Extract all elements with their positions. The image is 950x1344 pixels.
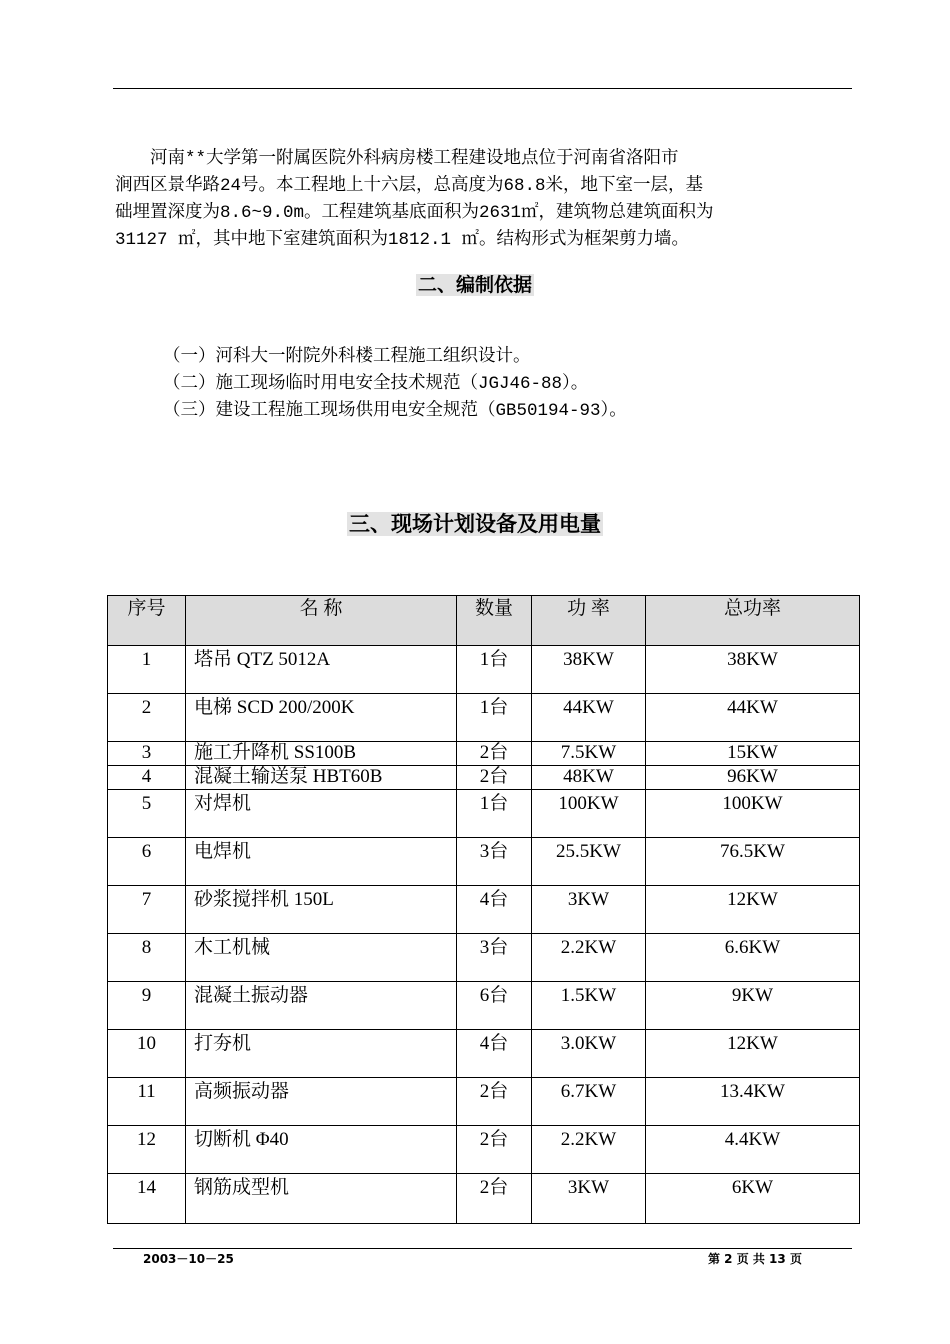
table-row bbox=[108, 1030, 860, 1078]
cell-total-power: 96KW bbox=[646, 766, 860, 790]
cell-total-power: 4.4KW bbox=[646, 1126, 860, 1174]
table-row bbox=[108, 646, 860, 694]
cell-quantity: 2台 bbox=[457, 1078, 532, 1126]
cell-power: 3.0KW bbox=[532, 1030, 646, 1078]
cell-quantity: 6台 bbox=[457, 982, 532, 1030]
cell-name: 塔吊 QTZ 5012A bbox=[186, 646, 457, 694]
table-row bbox=[108, 1126, 860, 1174]
cell-power: 7.5KW bbox=[532, 742, 646, 766]
section-3-heading bbox=[0, 508, 950, 538]
cell-power: 38KW bbox=[532, 646, 646, 694]
cell-power: 3KW bbox=[532, 886, 646, 934]
cell-index: 12 bbox=[108, 1126, 186, 1174]
table-row bbox=[108, 742, 860, 766]
cell-total-power: 15KW bbox=[646, 742, 860, 766]
basis-item: （一）河科大一附院外科楼工程施工组织设计。 bbox=[163, 347, 531, 367]
section-3-title: 三、现场计划设备及用电量 bbox=[349, 512, 601, 536]
cell-quantity: 1台 bbox=[457, 790, 532, 838]
cell-index: 6 bbox=[108, 838, 186, 886]
cell-total-power: 9KW bbox=[646, 982, 860, 1030]
cell-index: 1 bbox=[108, 646, 186, 694]
table-row bbox=[108, 1174, 860, 1224]
cell-index: 7 bbox=[108, 886, 186, 934]
cell-quantity: 2台 bbox=[457, 766, 532, 790]
cell-power: 1.5KW bbox=[532, 982, 646, 1030]
cell-name: 施工升降机 SS100B bbox=[186, 742, 457, 766]
table-row bbox=[108, 838, 860, 886]
cell-power: 2.2KW bbox=[532, 934, 646, 982]
cell-name: 打夯机 bbox=[186, 1030, 457, 1078]
header-rule bbox=[113, 88, 852, 89]
cell-name: 木工机械 bbox=[186, 934, 457, 982]
cell-total-power: 76.5KW bbox=[646, 838, 860, 886]
cell-quantity: 2台 bbox=[457, 742, 532, 766]
cell-index: 14 bbox=[108, 1174, 186, 1224]
cell-index: 5 bbox=[108, 790, 186, 838]
table-header-row bbox=[108, 596, 860, 646]
cell-name: 电梯 SCD 200/200K bbox=[186, 694, 457, 742]
intro-line: 河南**大学第一附属医院外科病房楼工程建设地点位于河南省洛阳市 bbox=[115, 149, 679, 169]
cell-name: 对焊机 bbox=[186, 790, 457, 838]
basis-item: （二）施工现场临时用电安全技术规范（JGJ46-88）。 bbox=[163, 374, 589, 394]
cell-total-power: 12KW bbox=[646, 886, 860, 934]
cell-quantity: 3台 bbox=[457, 934, 532, 982]
cell-quantity: 3台 bbox=[457, 838, 532, 886]
header-quantity: 数量 bbox=[457, 596, 532, 646]
cell-index: 8 bbox=[108, 934, 186, 982]
cell-index: 2 bbox=[108, 694, 186, 742]
section-2-heading bbox=[0, 270, 950, 297]
cell-name: 切断机 Φ40 bbox=[186, 1126, 457, 1174]
table-row bbox=[108, 1078, 860, 1126]
cell-power: 100KW bbox=[532, 790, 646, 838]
cell-total-power: 44KW bbox=[646, 694, 860, 742]
footer-rule bbox=[113, 1248, 852, 1249]
equipment-table bbox=[107, 595, 860, 1224]
cell-quantity: 2台 bbox=[457, 1126, 532, 1174]
cell-name: 电焊机 bbox=[186, 838, 457, 886]
cell-quantity: 1台 bbox=[457, 694, 532, 742]
cell-power: 25.5KW bbox=[532, 838, 646, 886]
table-row bbox=[108, 790, 860, 838]
cell-power: 44KW bbox=[532, 694, 646, 742]
basis-list bbox=[163, 344, 627, 425]
section-2-title: 二、编制依据 bbox=[417, 274, 532, 296]
cell-power: 6.7KW bbox=[532, 1078, 646, 1126]
cell-name: 混凝土振动器 bbox=[186, 982, 457, 1030]
cell-total-power: 6KW bbox=[646, 1174, 860, 1224]
footer-page-number: 第 2 页 共 13 页 bbox=[708, 1252, 802, 1266]
intro-paragraph bbox=[115, 146, 853, 254]
cell-quantity: 4台 bbox=[457, 886, 532, 934]
cell-index: 3 bbox=[108, 742, 186, 766]
cell-index: 4 bbox=[108, 766, 186, 790]
cell-total-power: 6.6KW bbox=[646, 934, 860, 982]
table-row bbox=[108, 934, 860, 982]
cell-total-power: 13.4KW bbox=[646, 1078, 860, 1126]
intro-line: 31127 ㎡，其中地下室建筑面积为1812.1 ㎡。结构形式为框架剪力墙。 bbox=[115, 230, 690, 250]
basis-item: （三）建设工程施工现场供用电安全规范（GB50194-93）。 bbox=[163, 401, 627, 421]
intro-line: 础埋置深度为8.6~9.0m。工程建筑基底面积为2631㎡，建筑物总建筑面积为 bbox=[115, 203, 714, 223]
table-row bbox=[108, 886, 860, 934]
header-index: 序号 bbox=[108, 596, 186, 646]
cell-name: 高频振动器 bbox=[186, 1078, 457, 1126]
cell-quantity: 1台 bbox=[457, 646, 532, 694]
cell-index: 10 bbox=[108, 1030, 186, 1078]
cell-power: 48KW bbox=[532, 766, 646, 790]
intro-line: 涧西区景华路24号。本工程地上十六层，总高度为68.8米，地下室一层，基 bbox=[115, 176, 704, 196]
cell-quantity: 2台 bbox=[457, 1174, 532, 1224]
cell-index: 11 bbox=[108, 1078, 186, 1126]
cell-name: 钢筋成型机 bbox=[186, 1174, 457, 1224]
header-name: 名 称 bbox=[186, 596, 457, 646]
header-power: 功 率 bbox=[532, 596, 646, 646]
header-total-power: 总功率 bbox=[646, 596, 860, 646]
cell-total-power: 100KW bbox=[646, 790, 860, 838]
table-row bbox=[108, 694, 860, 742]
cell-index: 9 bbox=[108, 982, 186, 1030]
cell-quantity: 4台 bbox=[457, 1030, 532, 1078]
table-row bbox=[108, 982, 860, 1030]
table-row bbox=[108, 766, 860, 790]
cell-name: 混凝土输送泵 HBT60B bbox=[186, 766, 457, 790]
cell-power: 3KW bbox=[532, 1174, 646, 1224]
cell-total-power: 38KW bbox=[646, 646, 860, 694]
footer-date: 2003－10－25 bbox=[143, 1252, 234, 1266]
cell-name: 砂浆搅拌机 150L bbox=[186, 886, 457, 934]
cell-power: 2.2KW bbox=[532, 1126, 646, 1174]
cell-total-power: 12KW bbox=[646, 1030, 860, 1078]
